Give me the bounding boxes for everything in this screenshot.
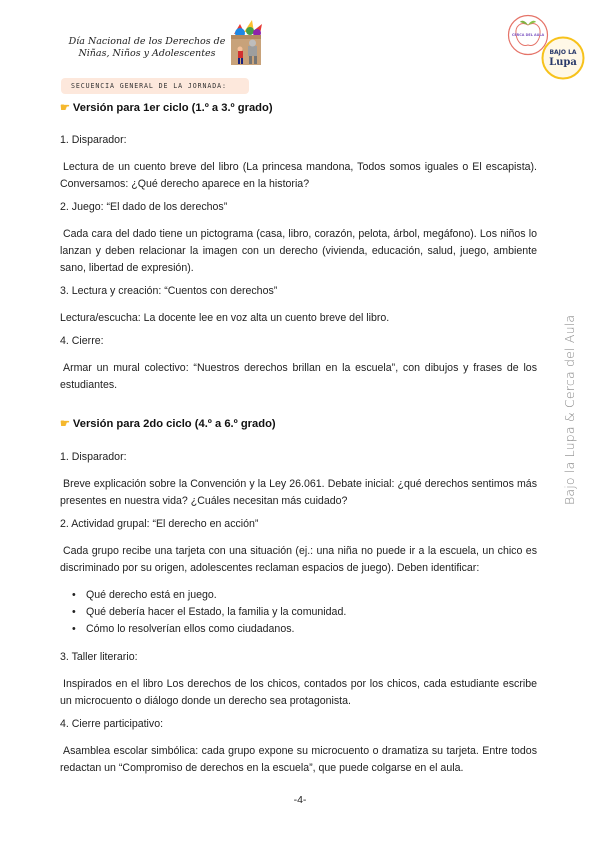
step-title: 2. Juego: “El dado de los derechos”: [60, 201, 228, 213]
title-line-2: Niñas, Niños y Adolescentes: [78, 48, 216, 59]
hand-pointing-right-icon: ☛: [60, 418, 70, 430]
version-2-heading-text: Versión para 2do ciclo (4.º a 6.º grado): [72, 417, 276, 430]
version-2-heading: [60, 417, 276, 430]
document-title: [62, 36, 232, 60]
title-line-1: Día Nacional de los Derechos de: [68, 36, 226, 47]
side-watermark-text: Bajo la Lupa & Cerca del Aula: [562, 314, 577, 505]
v2-step-4: [60, 716, 537, 787]
toy-box-illustration-icon: [226, 18, 266, 70]
step-title: 1. Disparador:: [60, 451, 127, 463]
step-title: 4. Cierre participativo:: [60, 718, 164, 730]
bullet-list: [60, 587, 537, 637]
v2-step-1: [60, 449, 537, 520]
step-title: 1. Disparador:: [60, 134, 127, 146]
version-1-heading-text: Versión para 1er ciclo (1.º a 3.º grado): [72, 101, 273, 114]
lupa-logo-text-2: Lupa: [549, 57, 577, 68]
v1-step-2: [60, 199, 537, 287]
step-body: Asamblea escolar simbólica: cada grupo expone su microcuento o dramatiza su tarjeta. Entre todos redactan un “Compromiso de derechos en la escuela”, que puede colgarse en el aula.: [60, 745, 537, 774]
v2-step-3: [60, 649, 537, 720]
bajo-la-lupa-logo: [541, 36, 585, 80]
step-body: Inspirados en el libro Los derechos de los chicos, contados por los chicos, cada estudiante escribe un microcuento o diálogo donde un derecho sea protagonista.: [60, 678, 537, 707]
step-body: Armar un mural colectivo: “Nuestros derechos brillan en la escuela”, con dibujos y frases de los estudiantes.: [60, 362, 537, 391]
step-title: 4. Cierre:: [60, 335, 104, 347]
bullet-item: • Qué debería hacer el Estado, la familia y la comunidad.: [80, 604, 537, 621]
bullet-item: • Cómo lo resolverían ellos como ciudadanos.: [80, 621, 537, 638]
step-body: Cada cara del dado tiene un pictograma (casa, libro, corazón, pelota, árbol, megáfono). Los niños lo lanzan y deben relacionar la imagen con un derecho (vivienda, educación, salud, juego, ambiente sano, libertad de expresión).: [60, 228, 537, 274]
step-title: 3. Lectura y creación: “Cuentos con derechos”: [60, 285, 278, 297]
step-body: Lectura de un cuento breve del libro (La princesa mandona, Todos somos iguales o El escapista). Conversamos: ¿Qué derecho aparece en la historia?: [60, 161, 537, 190]
apple-logo-text: CERCA DEL AULA: [511, 33, 545, 37]
hand-pointing-right-icon: ☛: [60, 102, 70, 114]
section-label: SECUENCIA GENERAL DE LA JORNADA:: [61, 78, 249, 94]
step-body: Breve explicación sobre la Convención y la Ley 26.061. Debate inicial: ¿qué derechos sentimos más presentes en nuestra vida? ¿Cuáles necesitan más cuidado?: [60, 478, 537, 507]
page-number: -4-: [293, 794, 307, 806]
step-title: 3. Taller literario:: [60, 651, 138, 663]
v2-step-2: [60, 516, 537, 637]
v1-step-3: [60, 283, 537, 338]
lupa-logo-text-1: BAJO LA: [549, 49, 577, 56]
v1-step-1: [60, 132, 537, 203]
step-body: Lectura/escucha: La docente lee en voz alta un cuento breve del libro.: [60, 312, 390, 325]
step-body: Cada grupo recibe una tarjeta con una situación (ej.: una niña no puede ir a la escuela, un chico es discriminado por su origen, adolescentes reclaman espacios de juego). Deben identificar:: [60, 545, 537, 574]
version-1-heading: [60, 101, 273, 114]
step-title: 2. Actividad grupal: “El derecho en acción”: [60, 518, 259, 530]
bullet-item: • Qué derecho está en juego.: [80, 587, 537, 604]
v1-step-4: [60, 333, 537, 404]
